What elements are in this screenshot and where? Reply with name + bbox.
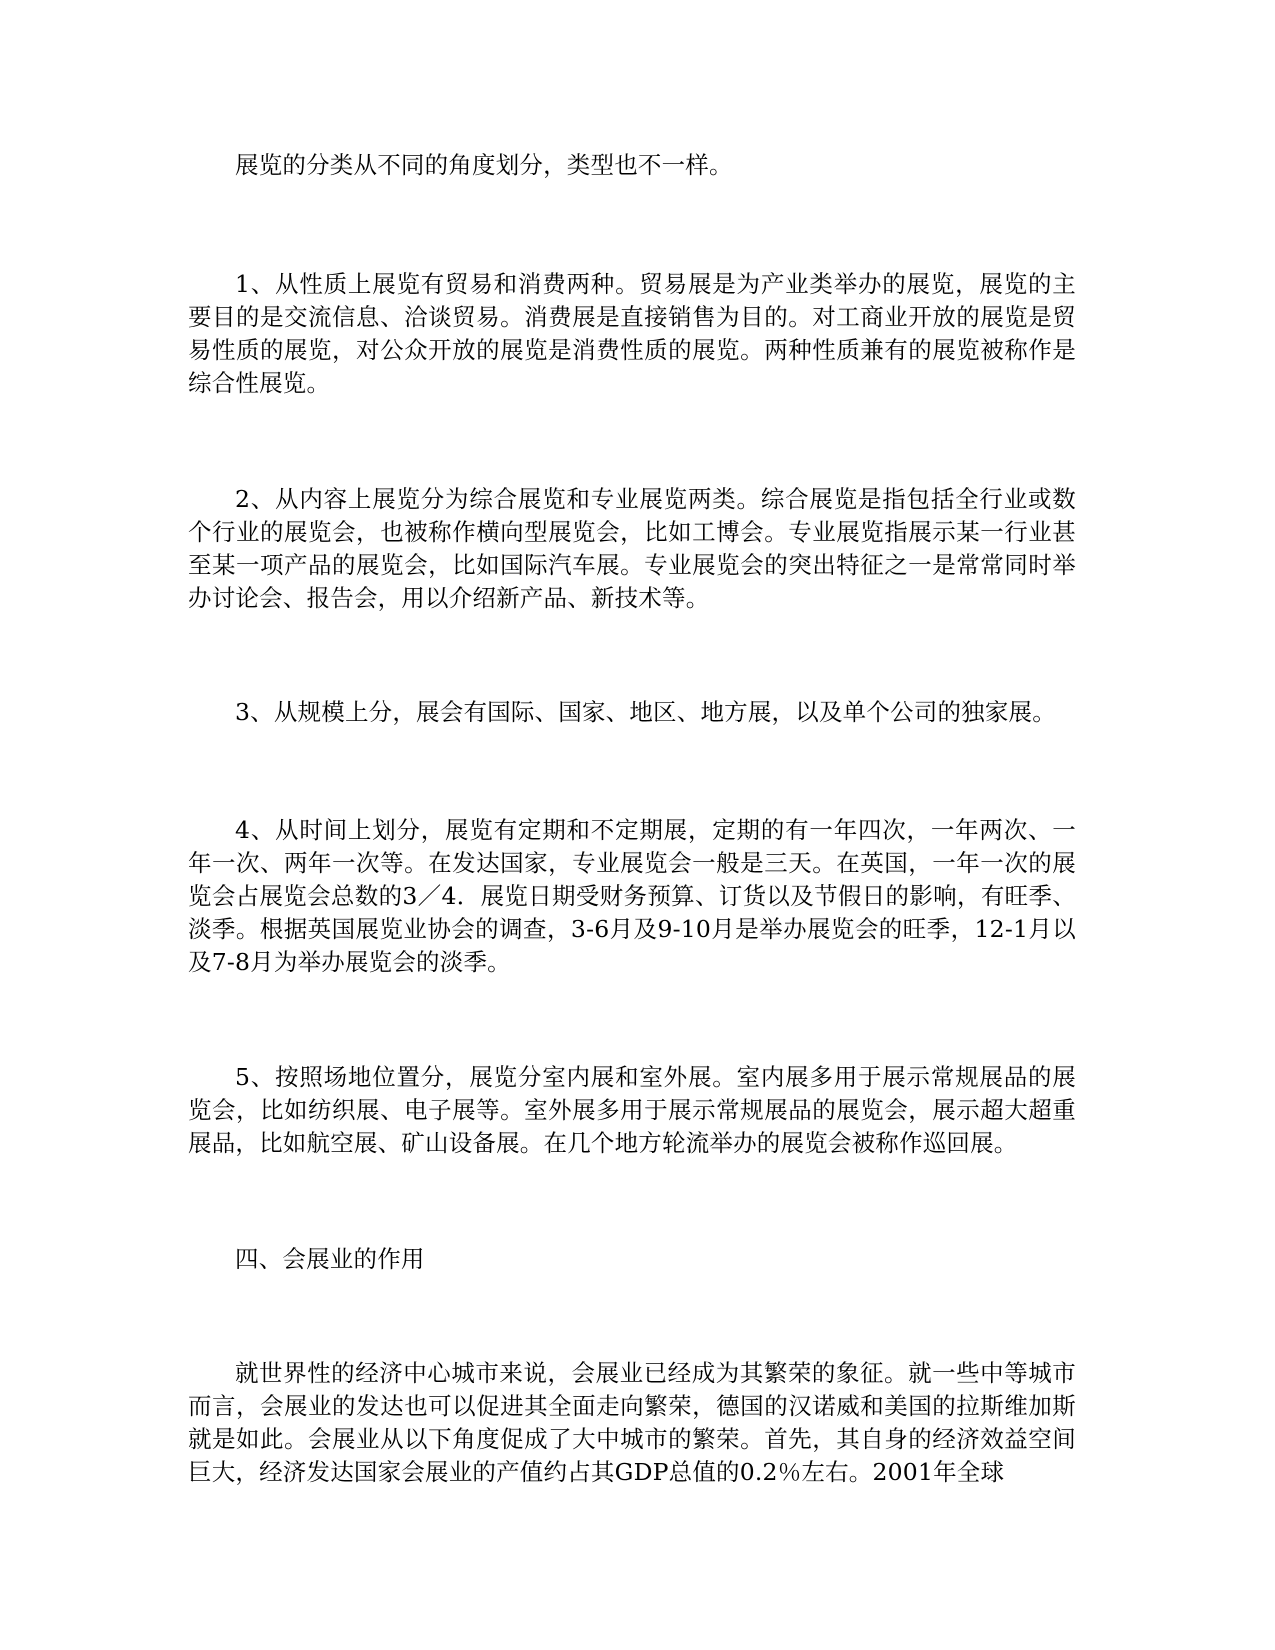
paragraph-nature-classification: 1、从性质上展览有贸易和消费两种。贸易展是为产业类举办的展览，展览的主要目的是交流信息、洽谈贸易。消费展是直接销售为目的。对工商业开放的展览是贸易性质的展览，对公众开放的展览是消费性质的展览。两种性质兼有的展览被称作是综合性展览。: [188, 270, 1076, 397]
paragraph-time-classification: 4、从时间上划分，展览有定期和不定期展，定期的有一年四次，一年两次、一年一次、两年一次等。在发达国家，专业展览会一般是三天。在英国，一年一次的展览会占展览会总数的3／4．展览日期受财务预算、订货以及节假日的影响，有旺季、淡季。根据英国展览业协会的调查，3-6月及9-10月是举办展览会的旺季，12-1月以及7-8月为举办展览会的淡季。: [188, 816, 1076, 976]
paragraph-content-classification: 2、从内容上展览分为综合展览和专业展览两类。综合展览是指包括全行业或数个行业的展览会，也被称作横向型展览会，比如工博会。专业展览指展示某一行业甚至某一项产品的展览会，比如国际汽车展。专业展览会的突出特征之一是常常同时举办讨论会、报告会，用以介绍新产品、新技术等。: [188, 485, 1076, 612]
intro-paragraph: 展览的分类从不同的角度划分，类型也不一样。: [235, 151, 733, 179]
section-heading: 四、会展业的作用: [235, 1245, 425, 1273]
paragraph-venue-classification: 5、按照场地位置分，展览分室内展和室外展。室内展多用于展示常规展品的展览会，比如纺织展、电子展等。室外展多用于展示常规展品的展览会，展示超大超重展品，比如航空展、矿山设备展。在几个地方轮流举办的展览会被称作巡回展。: [188, 1063, 1076, 1157]
paragraph-industry-role: 就世界性的经济中心城市来说，会展业已经成为其繁荣的象征。就一些中等城市而言，会展业的发达也可以促进其全面走向繁荣，德国的汉诺威和美国的拉斯维加斯就是如此。会展业从以下角度促成了大中城市的繁荣。首先，其自身的经济效益空间巨大，经济发达国家会展业的产值约占其GDP总值的0.2％左右。2001年全球: [188, 1359, 1076, 1486]
paragraph-scale-classification: 3、从规模上分，展会有国际、国家、地区、地方展，以及单个公司的独家展。: [235, 698, 1056, 726]
